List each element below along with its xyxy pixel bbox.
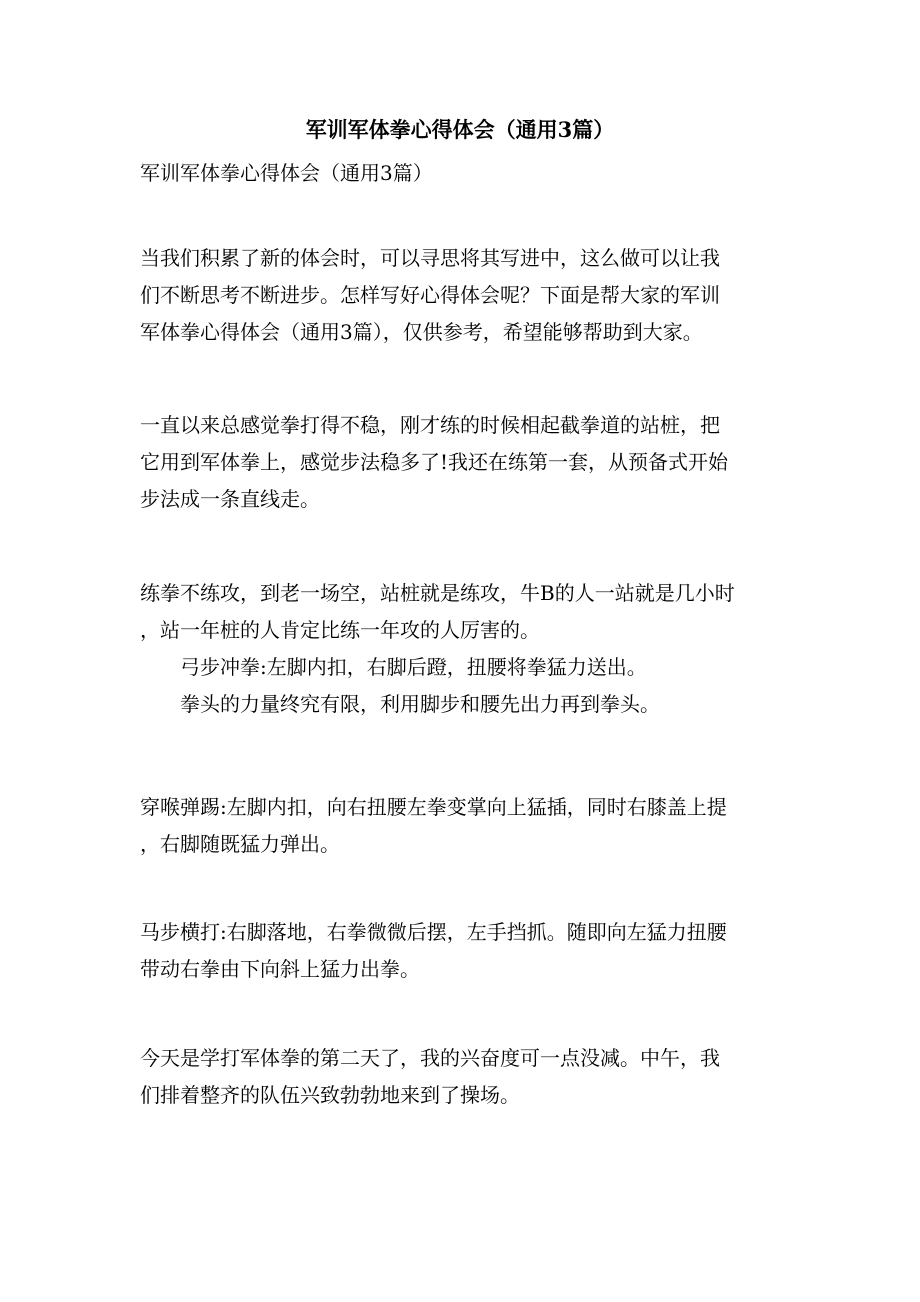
text-line: 今天是学打军体拳的第二天了，我的兴奋度可一点没减。中午，我 bbox=[140, 1046, 720, 1070]
text-line: 练拳不练攻，到老一场空，站桩就是练攻，牛B的人一站就是几小时 bbox=[140, 581, 735, 605]
text-line: 穿喉弹踢:左脚内扣，向右扭腰左拳变掌向上猛插，同时右膝盖上提 bbox=[140, 795, 727, 819]
text-line: 一直以来总感觉拳打得不稳，刚才练的时候相起截拳道的站桩，把 bbox=[140, 413, 720, 437]
paragraph-horse-stance bbox=[140, 914, 780, 988]
paragraph-throat-kick bbox=[140, 789, 780, 863]
text-line: 们不断思考不断进步。怎样写好心得体会呢？下面是帮大家的军训 bbox=[140, 283, 720, 307]
paragraph-intro bbox=[140, 240, 780, 351]
text-line: 带动右拳由下向斜上猛力出拳。 bbox=[140, 957, 420, 981]
text-line: 军体拳心得体会（通用3篇），仅供参考，希望能够帮助到大家。 bbox=[140, 320, 703, 344]
paragraph-second-day bbox=[140, 1040, 780, 1114]
text-line: 拳头的力量终究有限，利用脚步和腰先出力再到拳头。 bbox=[140, 692, 660, 716]
document-subtitle: 军训军体拳心得体会（通用3篇） bbox=[140, 161, 433, 185]
text-line: 当我们积累了新的体会时，可以寻思将其写进中，这么做可以让我 bbox=[140, 246, 720, 270]
text-line: 弓步冲拳:左脚内扣，右脚后蹬，扭腰将拳猛力送出。 bbox=[140, 655, 647, 679]
text-line: 它用到军体拳上，感觉步法稳多了!我还在练第一套，从预备式开始 bbox=[140, 450, 729, 474]
text-line: 马步横打:右脚落地，右拳微微后摆，左手挡抓。随即向左猛力扭腰 bbox=[140, 920, 727, 944]
text-line: ，右脚随既猛力弹出。 bbox=[140, 832, 340, 856]
text-line: 步法成一条直线走。 bbox=[140, 487, 320, 511]
paragraph-practice bbox=[140, 575, 780, 723]
text-line: ，站一年桩的人肯定比练一年攻的人厉害的。 bbox=[140, 618, 540, 642]
paragraph-stance bbox=[140, 407, 780, 518]
text-line: 们排着整齐的队伍兴致勃勃地来到了操场。 bbox=[140, 1083, 520, 1107]
document-title: 军训军体拳心得体会（通用3篇） bbox=[305, 117, 615, 142]
